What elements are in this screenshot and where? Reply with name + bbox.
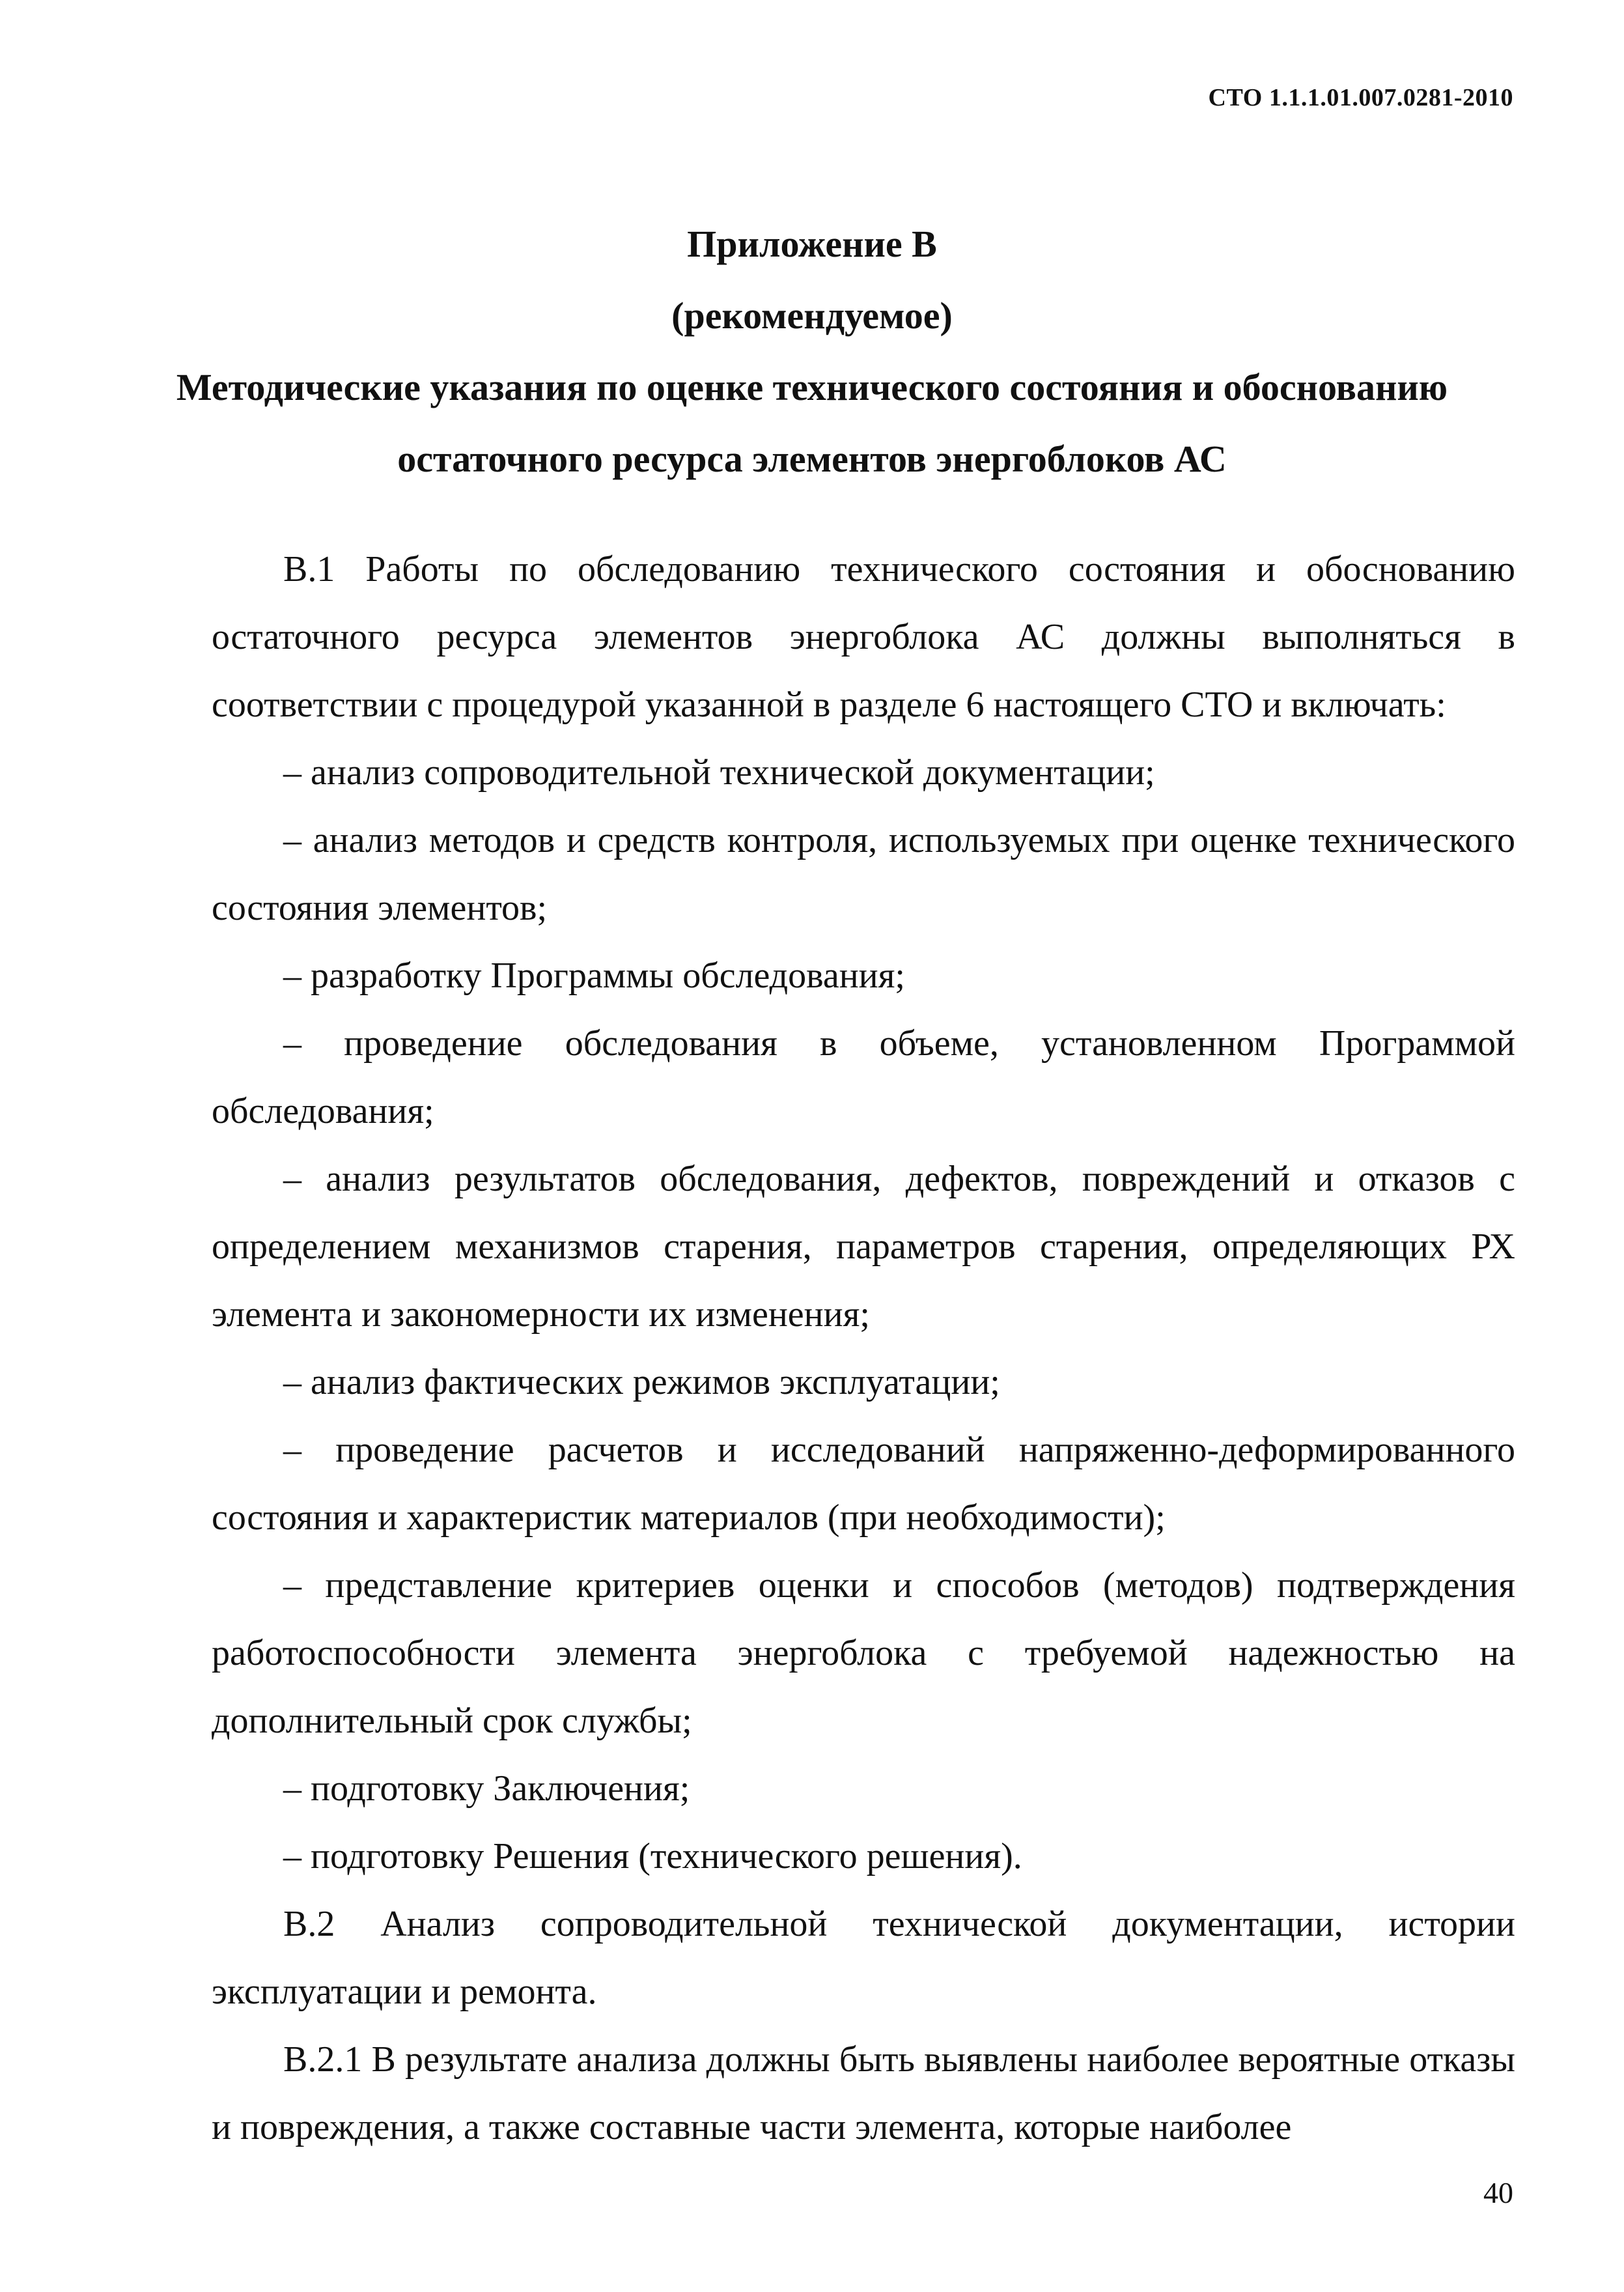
list-item: – анализ фактических режимов эксплуатации;	[283, 1362, 1000, 1402]
list-item: – разработку Программы обследования;	[283, 955, 905, 996]
paragraph-b2-1: В.2.1 В результате анализа должны быть выявлены наиболее вероятные отказы и повреждения, а также составные части элемента, которые наиболее	[212, 2039, 1515, 2147]
list-item: – подготовку Решения (технического решения).	[283, 1836, 1022, 1876]
list-item: – представление критериев оценки и способов (методов) подтверждения работоспособности элемента энергоблока с требуемой надежностью на дополнительный срок службы;	[212, 1565, 1515, 1741]
list-item: – проведение обследования в объеме, установленном Программой обследования;	[212, 1023, 1515, 1131]
list-item: – анализ методов и средств контроля, используемых при оценке технического состояния элементов;	[212, 820, 1515, 928]
appendix-heading	[130, 208, 1494, 495]
page-number: 40	[1483, 2176, 1513, 2209]
list-item: – подготовку Заключения;	[283, 1768, 690, 1809]
appendix-title: Приложение В	[687, 223, 937, 265]
appendix-subtitle-line-1: Методические указания по оценке технического состояния и обоснованию	[176, 366, 1448, 408]
document-code: СТО 1.1.1.01.007.0281-2010	[1208, 84, 1513, 111]
appendix-status: (рекомендуемое)	[671, 294, 953, 337]
document-body	[212, 535, 1515, 2161]
list-item: – анализ результатов обследования, дефектов, повреждений и отказов с определением механизмов старения, параметров старения, определяющих РХ элемента и закономерности их изменения;	[212, 1159, 1515, 1335]
paragraph-b1: В.1 Работы по обследованию технического состояния и обоснованию остаточного ресурса элементов энергоблока АС должны выполняться в соответствии с процедурой указанной в разделе 6 настоящего СТО и включать:	[212, 549, 1515, 725]
list-item: – анализ сопроводительной технической документации;	[283, 752, 1155, 793]
appendix-subtitle-line-2: остаточного ресурса элементов энергоблоков АС	[397, 438, 1227, 480]
paragraph-b2: В.2 Анализ сопроводительной технической документации, истории эксплуатации и ремонта.	[212, 1904, 1515, 2012]
list-item: – проведение расчетов и исследований напряженно-деформированного состояния и характеристик материалов (при необходимости);	[212, 1430, 1515, 1538]
